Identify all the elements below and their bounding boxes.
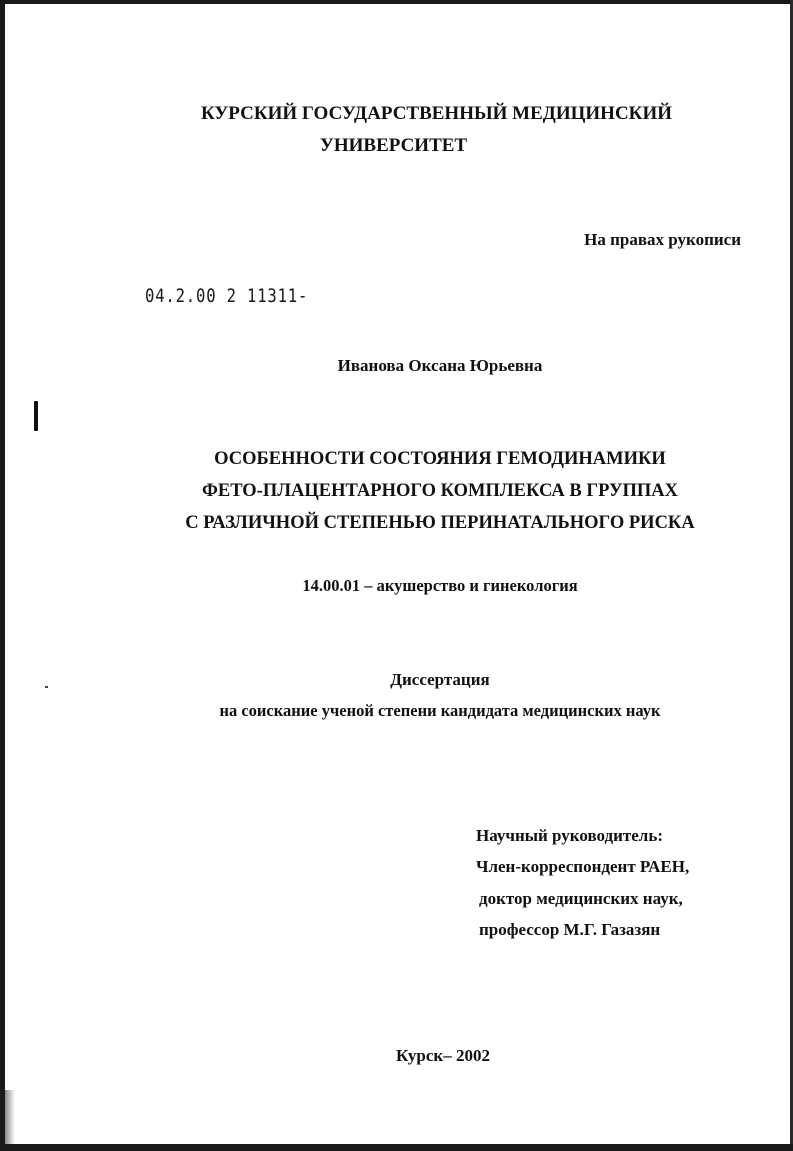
document-type: Диссертация xyxy=(390,670,490,689)
university-name-line1: КУРСКИЙ ГОСУДАРСТВЕННЫЙ МЕДИЦИНСКИЙ xyxy=(200,103,673,124)
manuscript-note: На правах рукописи xyxy=(584,230,741,249)
archive-stamp-code: 04.2.00 2 11311- xyxy=(145,285,309,307)
thesis-title-line1: ОСОБЕННОСТИ СОСТОЯНИЯ ГЕМОДИНАМИКИ xyxy=(214,449,666,469)
scan-edge-left xyxy=(0,0,5,1151)
city-year: Курск– 2002 xyxy=(396,1046,490,1065)
university-name-line2: УНИВЕРСИТЕТ xyxy=(319,135,468,156)
thesis-title-line3: С РАЗЛИЧНОЙ СТЕПЕНЬЮ ПЕРИНАТАЛЬНОГО РИСКА xyxy=(185,513,695,533)
scan-dust-speck xyxy=(45,686,48,688)
author-name: Иванова Оксана Юрьевна xyxy=(337,356,543,375)
degree-statement: на соискание ученой степени кандидата медицинских наук xyxy=(219,701,661,720)
advisor-title: Член-корреспондент РАЕН, xyxy=(476,857,690,876)
advisor-heading: Научный руководитель: xyxy=(476,826,663,845)
scan-edge-bottom xyxy=(0,1144,793,1151)
advisor-degree: доктор медицинских наук, xyxy=(479,889,683,908)
specialty-code: 14.00.01 – акушерство и гинекология xyxy=(302,576,578,595)
scan-corner-artifact xyxy=(5,1090,15,1144)
thesis-title-line2: ФЕТО-ПЛАЦЕНТАРНОГО КОМПЛЕКСА В ГРУППАХ xyxy=(201,481,679,501)
scan-edge-top xyxy=(0,0,793,4)
scan-margin-mark xyxy=(34,401,38,431)
advisor-name: профессор М.Г. Газазян xyxy=(479,920,661,939)
